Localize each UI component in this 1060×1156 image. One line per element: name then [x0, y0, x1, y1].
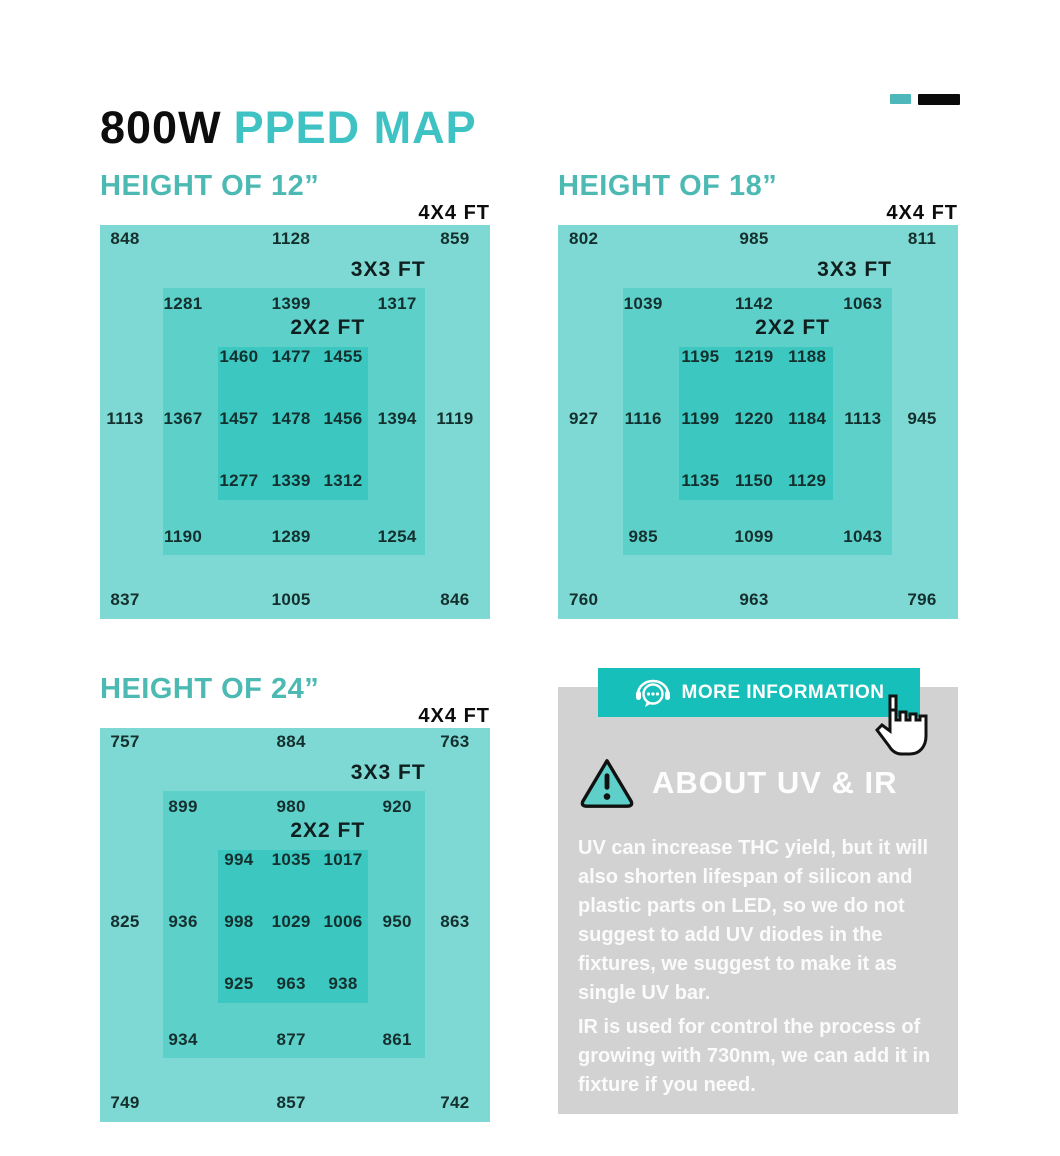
area-label-4x4: 4X4 FT — [886, 202, 958, 224]
ppfd-value: 1035 — [271, 850, 311, 869]
ppfd-value: 749 — [110, 1093, 140, 1112]
ppfd-value: 1219 — [734, 347, 774, 366]
map-section-12in — [100, 170, 490, 619]
ppfd-map-18in — [558, 225, 958, 619]
area-label-2x2: 2X2 FT — [290, 316, 366, 339]
map-heading-18in: HEIGHT OF 18” — [558, 170, 778, 202]
ppfd-value: 1099 — [734, 527, 774, 546]
ppfd-value: 1455 — [323, 347, 363, 366]
ppfd-value: 1184 — [788, 409, 827, 428]
map-heading-12in: HEIGHT OF 12” — [100, 170, 320, 202]
teal-dash-decoration — [890, 94, 911, 104]
ppfd-value: 920 — [382, 797, 412, 816]
ppfd-value: 877 — [276, 1030, 306, 1049]
ppfd-value: 980 — [276, 797, 306, 816]
ppfd-value: 1190 — [164, 527, 203, 546]
ppfd-value: 1113 — [106, 409, 144, 428]
ppfd-value: 985 — [628, 527, 658, 546]
map-section-18in — [558, 170, 958, 619]
ppfd-value: 861 — [382, 1030, 412, 1049]
ppfd-value: 1142 — [734, 294, 774, 313]
ppfd-map-12in — [100, 225, 490, 619]
ppfd-value: 938 — [328, 974, 358, 993]
ppfd-value: 1477 — [271, 347, 311, 366]
ppfd-value: 757 — [110, 732, 140, 751]
ppfd-value: 1063 — [843, 294, 883, 313]
ir-description-text: IR is used for control the process of growing with 730nm, we can add it in fixture if you need. — [578, 1016, 931, 1096]
ppfd-value: 1277 — [219, 471, 259, 490]
hand-cursor-icon — [868, 692, 930, 767]
ppfd-value: 1135 — [681, 471, 720, 490]
ppfd-value: 859 — [440, 229, 470, 248]
ppfd-value: 1460 — [219, 347, 259, 366]
ppfd-value: 863 — [440, 912, 470, 931]
chat-headset-icon — [634, 676, 672, 710]
ppfd-value: 811 — [907, 229, 937, 248]
ppfd-value: 1116 — [624, 409, 662, 428]
ppfd-value: 927 — [568, 409, 599, 428]
ppfd-value: 742 — [440, 1093, 470, 1112]
ppfd-value: 1394 — [377, 409, 417, 428]
ppfd-value: 1119 — [436, 409, 474, 428]
title-map-label: PPED MAP — [233, 102, 477, 154]
page-title — [100, 102, 477, 154]
ppfd-value: 837 — [110, 590, 140, 609]
black-dash-decoration — [918, 94, 960, 105]
ppfd-value: 950 — [382, 912, 412, 931]
ppfd-value: 760 — [568, 590, 599, 609]
area-label-3x3: 3X3 FT — [817, 258, 892, 281]
area-label-2x2: 2X2 FT — [755, 316, 830, 339]
ppfd-value: 1289 — [271, 527, 311, 546]
area-label-4x4: 4X4 FT — [418, 202, 490, 224]
area-label-2x2: 2X2 FT — [290, 819, 366, 842]
ppfd-value: 945 — [907, 409, 937, 428]
ppfd-value: 1150 — [734, 471, 774, 490]
more-information-label: MORE INFORMATION — [681, 681, 885, 703]
ppfd-value: 1129 — [788, 471, 827, 490]
warning-triangle-icon — [578, 755, 636, 811]
area-label-4x4: 4X4 FT — [418, 705, 490, 727]
ppfd-value: 884 — [276, 732, 306, 751]
ppfd-value: 825 — [110, 912, 140, 931]
title-wattage: 800W — [100, 102, 222, 154]
ppfd-value: 934 — [168, 1030, 198, 1049]
ppfd-value: 1043 — [843, 527, 883, 546]
ppfd-value: 1199 — [681, 409, 720, 428]
ppfd-value: 1195 — [681, 347, 720, 366]
ppfd-value: 963 — [739, 590, 769, 609]
ppfd-value: 1457 — [219, 409, 259, 428]
ppfd-value: 1113 — [844, 409, 882, 428]
ppfd-value: 1188 — [788, 347, 827, 366]
ppfd-value: 857 — [276, 1093, 306, 1112]
ppfd-value: 1128 — [272, 229, 311, 248]
uv-description-text: UV can increase THC yield, but it will also shorten lifespan of silicon and plastic parts on LED, so we do not suggest to add UV diodes in the fixtures, we suggest to make it as single UV bar. — [578, 837, 929, 1004]
about-heading-row — [578, 755, 898, 811]
ppfd-value: 1367 — [163, 409, 203, 428]
ppfd-value: 925 — [224, 974, 254, 993]
ppfd-value: 1399 — [271, 294, 311, 313]
map-heading-24in: HEIGHT OF 24” — [100, 673, 320, 705]
about-uv-ir-heading: ABOUT UV & IR — [652, 765, 898, 800]
ppfd-value: 1317 — [377, 294, 417, 313]
ppfd-value: 1478 — [271, 409, 311, 428]
ppfd-value: 802 — [568, 229, 599, 248]
ppfd-value: 1220 — [734, 409, 774, 428]
ppfd-value: 899 — [168, 797, 198, 816]
ppfd-value: 1254 — [377, 527, 417, 546]
ppfd-value: 763 — [440, 732, 470, 751]
ppfd-value: 1017 — [323, 850, 363, 869]
ppfd-value: 1281 — [163, 294, 203, 313]
ppfd-value: 936 — [168, 912, 198, 931]
ppfd-map-24in — [100, 728, 490, 1122]
ppfd-value: 1005 — [271, 590, 311, 609]
area-label-3x3: 3X3 FT — [350, 761, 426, 784]
ppfd-value: 963 — [276, 974, 306, 993]
ppfd-value: 994 — [224, 850, 254, 869]
ppfd-value: 1039 — [623, 294, 663, 313]
area-label-3x3: 3X3 FT — [350, 258, 426, 281]
ppfd-value: 848 — [110, 229, 140, 248]
ppfd-value: 1456 — [323, 409, 363, 428]
ppfd-value: 1029 — [271, 912, 311, 931]
ppfd-value: 1339 — [271, 471, 311, 490]
ppfd-value: 985 — [739, 229, 769, 248]
ppfd-value: 1006 — [323, 912, 363, 931]
ppfd-value: 998 — [224, 912, 254, 931]
map-section-24in — [100, 673, 490, 1122]
ppfd-value: 1312 — [323, 471, 363, 490]
ppfd-value: 796 — [907, 590, 937, 609]
ppfd-value: 846 — [440, 590, 470, 609]
